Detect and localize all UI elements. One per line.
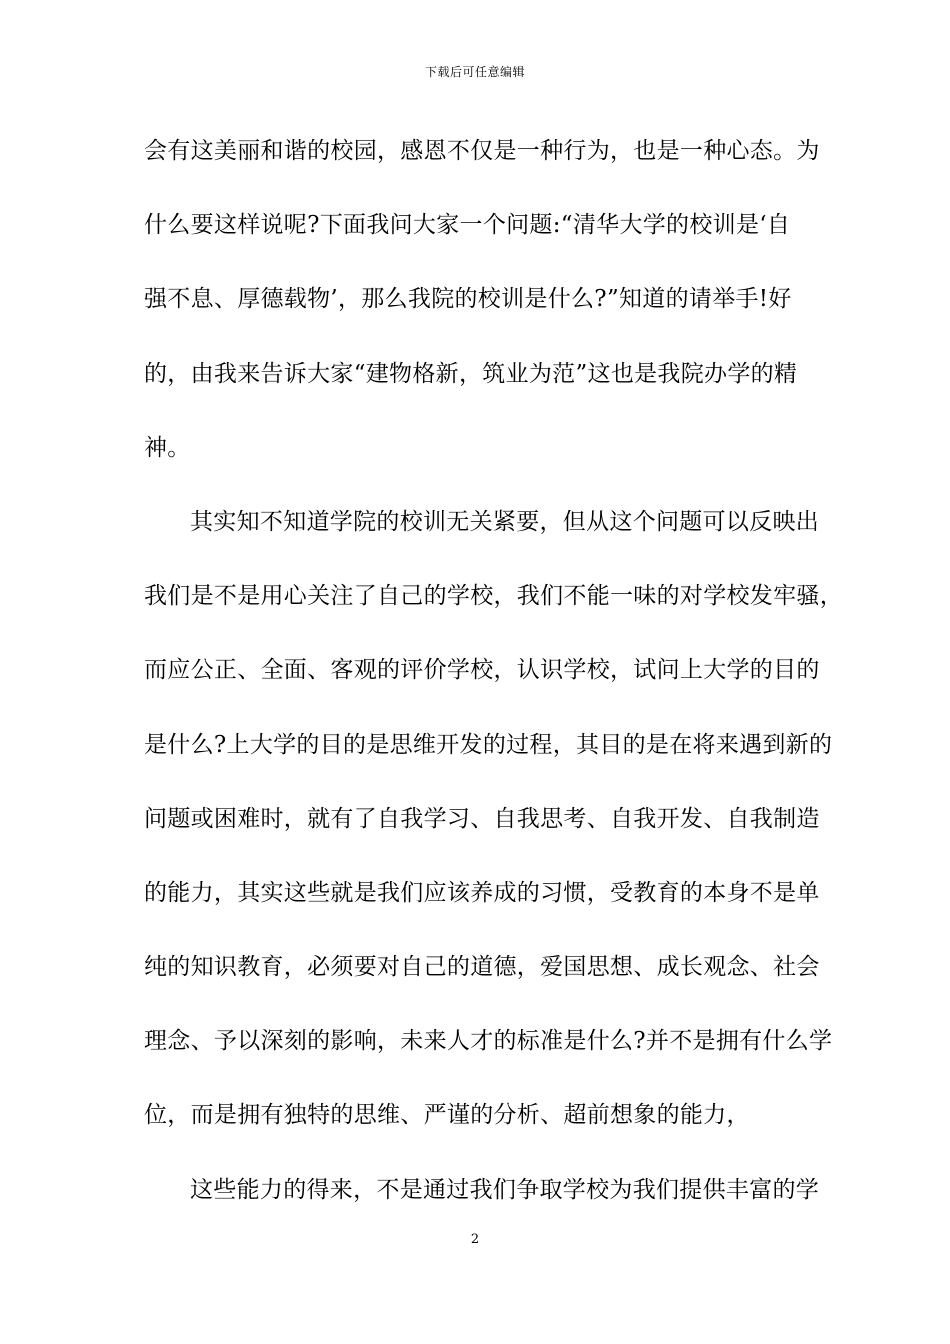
text-line: 的能力，其实这些就是我们应该养成的习惯，受教育的本身不是单 (144, 879, 820, 906)
text-line: 问题或困难时，就有了自我学习、自我思考、自我开发、自我制造 (144, 805, 820, 832)
text-line: 位，而是拥有独特的思维、严谨的分析、超前想象的能力， (144, 1102, 750, 1129)
page-number: 2 (470, 1232, 480, 1247)
text-line: 而应公正、全面、客观的评价学校，认识学校，试问上大学的目的 (144, 657, 820, 684)
text-line: 会有这美丽和谐的校园，感恩不仅是一种行为，也是一种心态。为 (144, 138, 820, 164)
text-line: 强不息、厚德载物’，那么我院的校训是什么?”知道的请举手!好 (144, 286, 792, 313)
text-line: 我们是不是用心关注了自己的学校，我们不能一味的对学校发牢骚， (144, 583, 843, 610)
document-body (144, 126, 843, 1239)
text-line: 什么要这样说呢?下面我问大家一个问题:“清华大学的校训是‘自 (144, 212, 791, 239)
page-header: 下载后可任意编辑 (424, 65, 525, 79)
text-line: 的，由我来告诉大家“建物格新，筑业为范”这也是我院办学的精 (144, 360, 798, 387)
text-line: 理念、予以深刻的影响，未来人才的标准是什么?并不是拥有什么学 (144, 1028, 833, 1055)
text-line: 是什么?上大学的目的是思维开发的过程，其目的是在将来遇到新的 (144, 731, 833, 758)
paragraph-start-line: 其实知不知道学院的校训无关紧要，但从这个问题可以反映出 (190, 508, 820, 535)
paragraph-start-line: 这些能力的得来，不是通过我们争取学校为我们提供丰富的学 (190, 1176, 820, 1203)
text-line: 纯的知识教育，必须要对自己的道德，爱国思想、成长观念、社会 (144, 954, 820, 981)
text-line: 神。 (144, 434, 191, 461)
